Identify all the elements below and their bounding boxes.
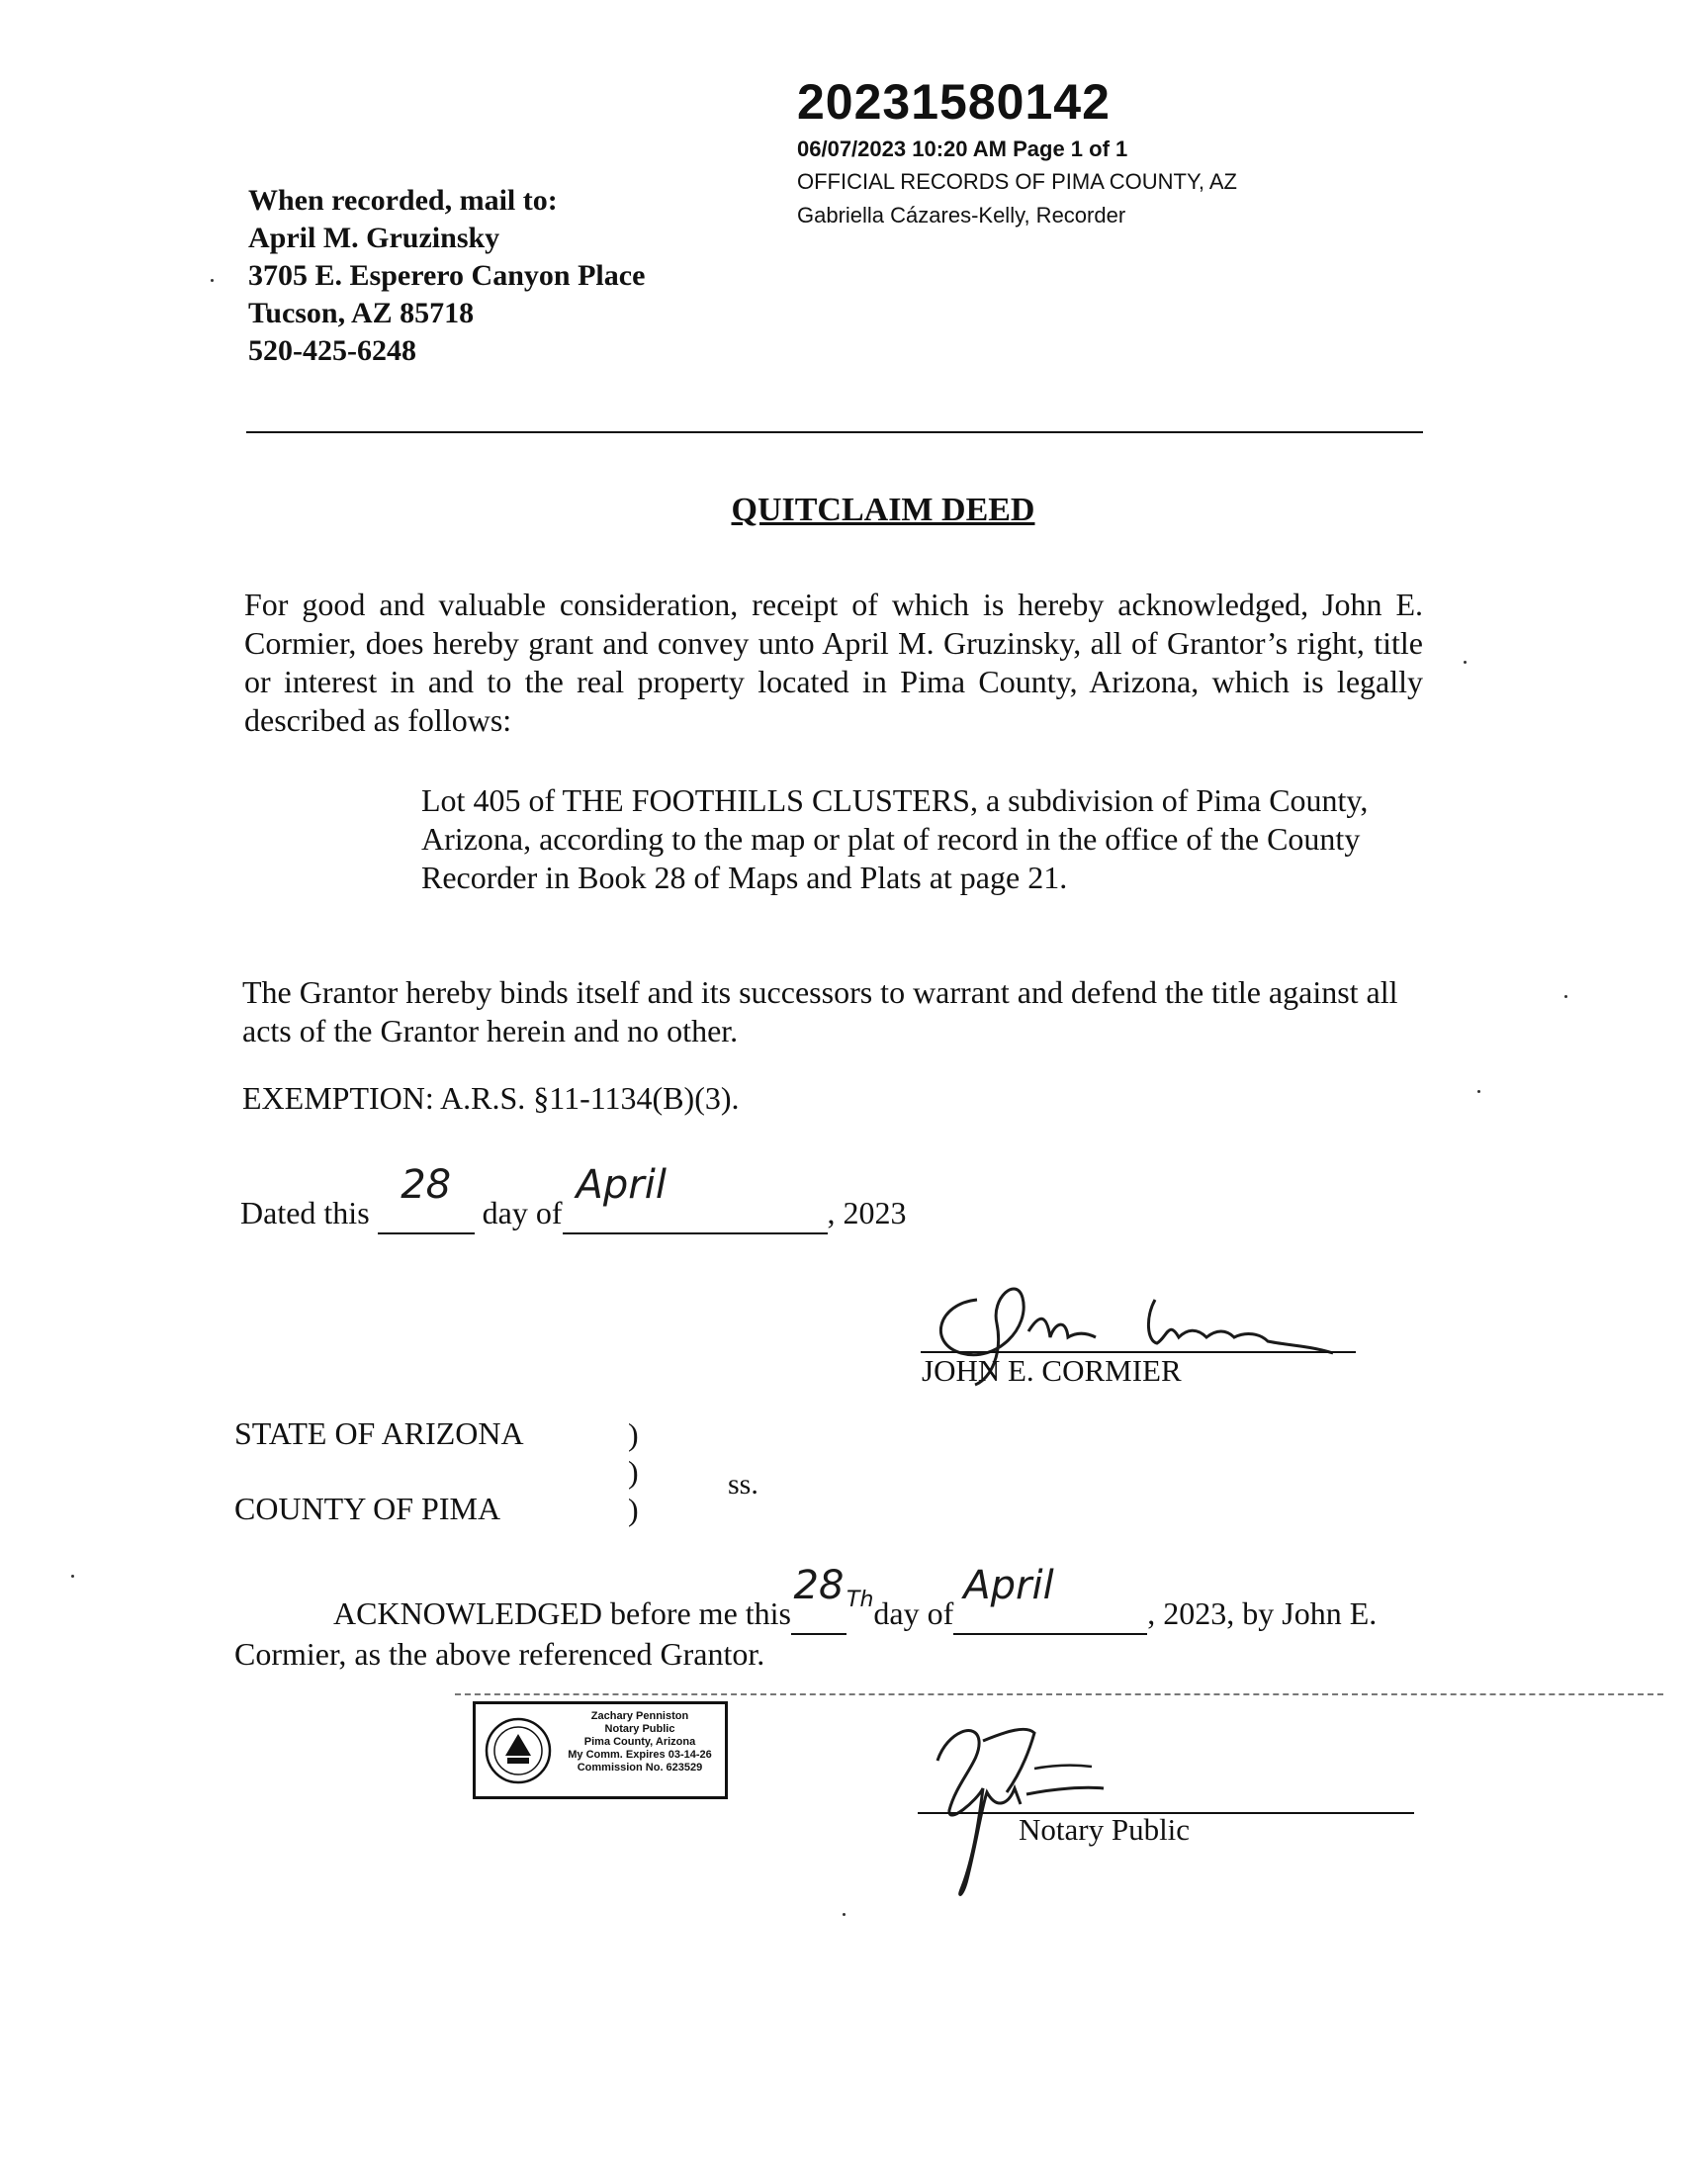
notary-public-label: Notary Public xyxy=(1019,1812,1191,1847)
venue-state: STATE OF ARIZONA xyxy=(234,1415,524,1451)
stamp-title: Notary Public xyxy=(604,1723,675,1735)
dated-month-field xyxy=(563,1162,828,1234)
acknowledgment-line-2: Cormier, as the above referenced Grantor. xyxy=(234,1636,765,1672)
notary-stamp xyxy=(473,1701,728,1799)
scan-speck xyxy=(71,1575,74,1578)
venue-bracket-2: ) xyxy=(628,1454,639,1490)
mail-to-block xyxy=(248,182,645,370)
dashed-divider xyxy=(455,1693,1663,1695)
mail-to-name: April M. Gruzinsky xyxy=(248,222,500,254)
header-divider xyxy=(246,431,1423,433)
deed-title: QUITCLAIM DEED xyxy=(731,492,1035,528)
dated-month-handwritten: April xyxy=(576,1162,667,1208)
acknowledgment-paragraph xyxy=(234,1563,1421,1674)
recording-datetime: 06/07/2023 10:20 AM Page 1 of 1 xyxy=(797,136,1128,161)
dated-line xyxy=(240,1162,907,1234)
recording-office: OFFICIAL RECORDS OF PIMA COUNTY, AZ xyxy=(797,169,1237,194)
venue-ss: ss. xyxy=(728,1468,758,1501)
ack-suffix: , 2023, by John E. xyxy=(1147,1595,1378,1631)
dated-day-handwritten: 28 xyxy=(401,1162,452,1208)
venue-brackets xyxy=(628,1415,639,1528)
acknowledgment-line-1 xyxy=(234,1563,1421,1635)
ack-month-handwritten: April xyxy=(963,1563,1054,1608)
grant-paragraph: For good and valuable consideration, receipt of which is hereby acknowledged, John E. Cormier, does hereby grant and convey unto April M. Gruzinsky, all of Grantor’s right, title or interest in and to the real property located in Pima County, Arizona, which is legally described as follows: xyxy=(244,587,1423,738)
mail-to-heading: When recorded, mail to: xyxy=(248,184,558,217)
venue-bracket-1: ) xyxy=(628,1416,639,1452)
scan-speck xyxy=(843,1913,846,1916)
exemption-statement: EXEMPTION: A.R.S. §11-1134(B)(3). xyxy=(242,1080,740,1116)
ack-month-field xyxy=(953,1563,1147,1635)
grantor-name: JOHN E. CORMIER xyxy=(922,1353,1182,1388)
notary-seal-icon xyxy=(484,1716,553,1785)
dated-day-field xyxy=(378,1162,475,1234)
ack-day-of: day of xyxy=(873,1595,954,1631)
ack-day-field xyxy=(791,1563,846,1635)
dated-day-of: day of xyxy=(482,1195,563,1230)
ack-day-handwritten: 28 xyxy=(793,1563,845,1608)
scan-speck xyxy=(211,279,214,282)
scan-speck xyxy=(1564,995,1567,998)
stamp-expires: My Comm. Expires 03-14-26 xyxy=(568,1749,712,1761)
recording-number: 20231580142 xyxy=(797,74,1111,130)
stamp-commission: Commission No. 623529 xyxy=(577,1762,703,1774)
stamp-name: Zachary Penniston xyxy=(590,1710,689,1722)
stamp-county: Pima County, Arizona xyxy=(583,1736,696,1748)
notary-signature xyxy=(918,1701,1145,1899)
venue-county: COUNTY OF PIMA xyxy=(234,1491,501,1526)
mail-to-city: Tucson, AZ 85718 xyxy=(248,297,475,329)
scan-speck xyxy=(1464,661,1467,664)
warranty-paragraph: The Grantor hereby binds itself and its successors to warrant and defend the title against all acts of the Grantor herein and no other. xyxy=(242,974,1398,1048)
mail-to-street: 3705 E. Esperero Canyon Place xyxy=(248,259,646,292)
ack-prefix: ACKNOWLEDGED before me this xyxy=(333,1595,791,1631)
dated-year: , 2023 xyxy=(827,1195,907,1230)
venue-bracket-3: ) xyxy=(628,1492,639,1527)
dated-prefix: Dated this xyxy=(240,1195,370,1230)
recording-recorder: Gabriella Cázares-Kelly, Recorder xyxy=(797,203,1126,228)
ack-day-suffix: Th xyxy=(846,1588,874,1612)
scan-speck xyxy=(1477,1090,1480,1093)
notary-stamp-text xyxy=(555,1710,725,1774)
legal-description: Lot 405 of THE FOOTHILLS CLUSTERS, a subdivision of Pima County, Arizona, according to the map or plat of record in the office of the County Recorder in Book 28 of Maps and Plats at page 21. xyxy=(421,782,1369,895)
mail-to-phone: 520-425-6248 xyxy=(248,334,416,367)
